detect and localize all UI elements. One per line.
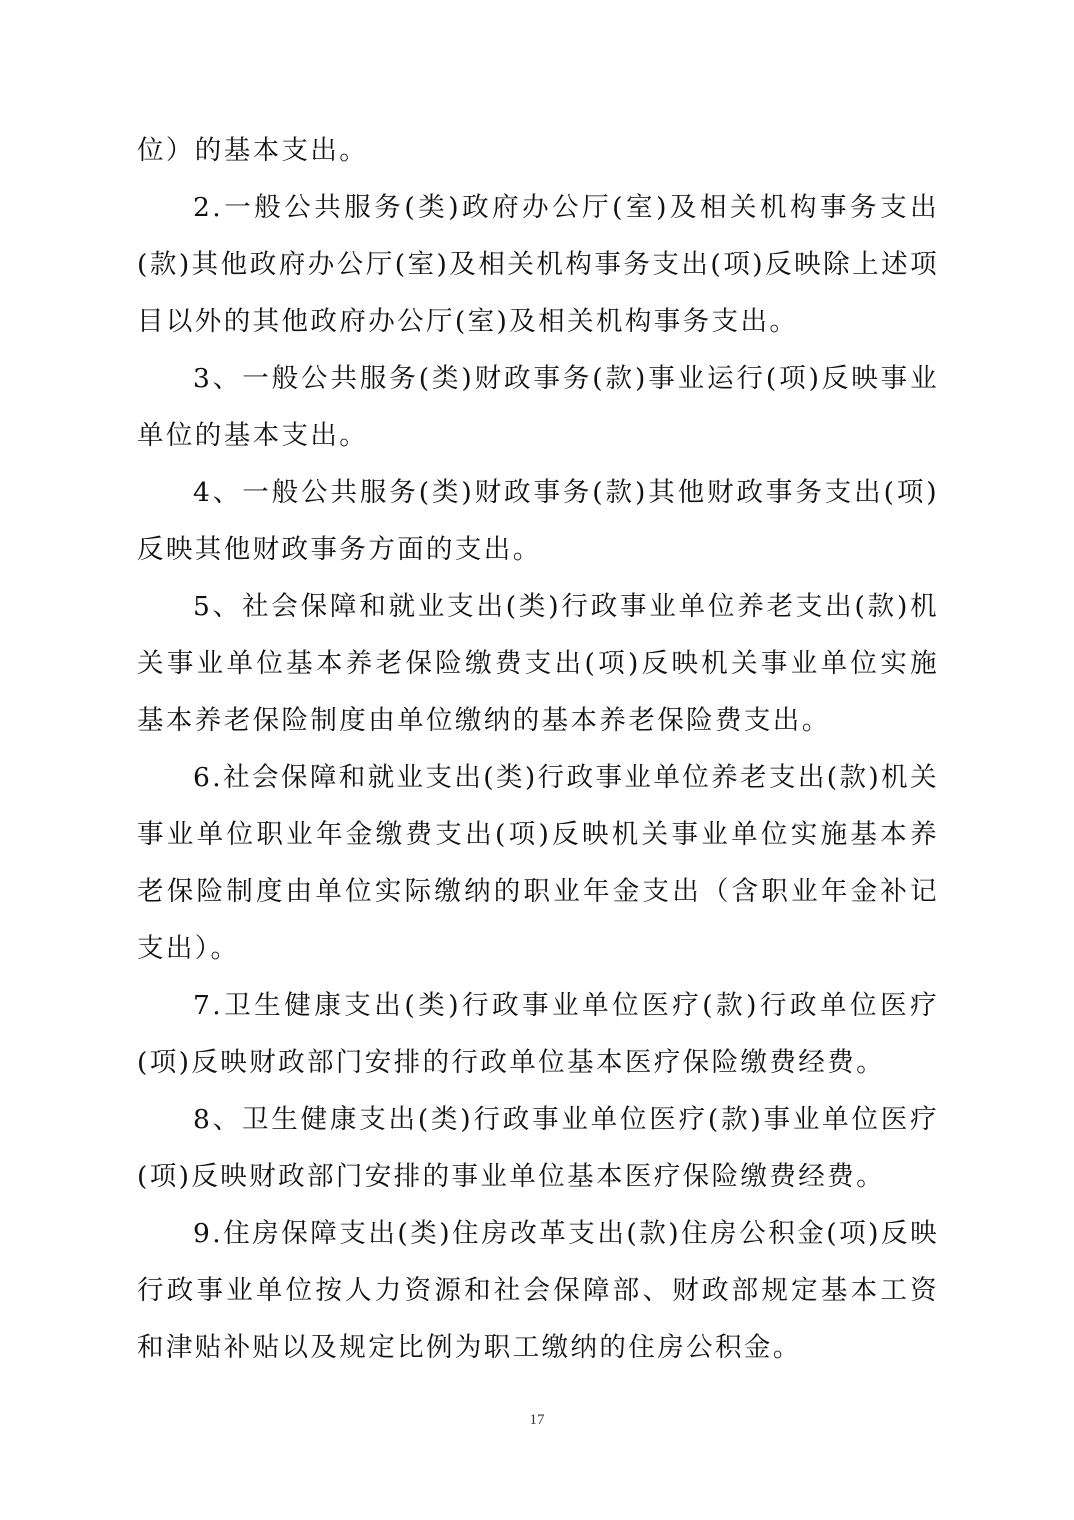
paragraph-item-5: 5、社会保障和就业支出(类)行政事业单位养老支出(款)机关事业单位基本养老保险缴费支出(项)反映机关事业单位实施基本养老保险制度由单位缴纳的基本养老保险费支出。 (137, 591, 939, 736)
paragraph-item-4: 4、一般公共服务(类)财政事务(款)其他财政事务支出(项)反映其他财政事务方面的支出。 (137, 477, 939, 565)
paragraph-item-7: 7.卫生健康支出(类)行政事业单位医疗(款)行政单位医疗(项)反映财政部门安排的行政单位基本医疗保险缴费经费。 (137, 990, 939, 1078)
paragraph-item-3: 3、一般公共服务(类)财政事务(款)事业运行(项)反映事业单位的基本支出。 (137, 363, 939, 451)
paragraph-item-6: 6.社会保障和就业支出(类)行政事业单位养老支出(款)机关事业单位职业年金缴费支出(项)反映机关事业单位实施基本养老保险制度由单位实际缴纳的职业年金支出（含职业年金补记支出）。 (137, 762, 939, 964)
paragraph-continuation: 位）的基本支出。 (137, 135, 369, 166)
page-number: 17 (529, 1412, 545, 1428)
body-text (137, 122, 939, 1376)
paragraph-item-9: 9.住房保障支出(类)住房改革支出(款)住房公积金(项)反映行政事业单位按人力资源和社会保障部、财政部规定基本工资和津贴补贴以及规定比例为职工缴纳的住房公积金。 (137, 1218, 939, 1363)
paragraph-item-2: 2.一般公共服务(类)政府办公厅(室)及相关机构事务支出(款)其他政府办公厅(室)及相关机构事务支出(项)反映除上述项目以外的其他政府办公厅(室)及相关机构事务支出。 (137, 192, 939, 337)
paragraph-item-8: 8、卫生健康支出(类)行政事业单位医疗(款)事业单位医疗(项)反映财政部门安排的事业单位基本医疗保险缴费经费。 (137, 1104, 939, 1192)
